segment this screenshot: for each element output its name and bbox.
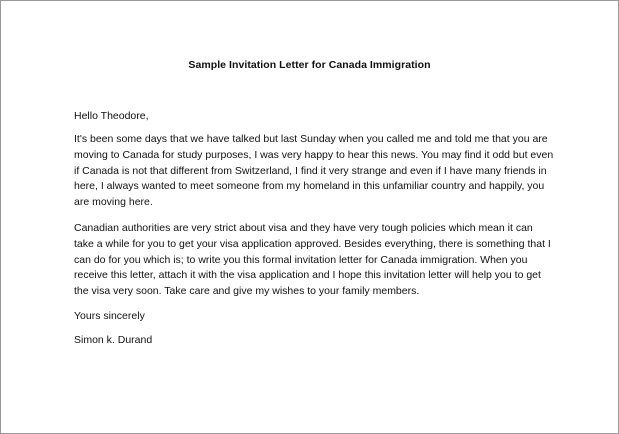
letter-title: Sample Invitation Letter for Canada Immigration — [188, 59, 431, 71]
letter-closing: Yours sincerely — [74, 310, 145, 322]
letter-greeting: Hello Theodore, — [74, 110, 149, 122]
letter-signature: Simon k. Durand — [74, 334, 153, 346]
letter-paragraph-1: It's been some days that we have talked but last Sunday when you called me and told me that you are moving to Canada for study purposes, I was very happy to hear this news. You may find it odd but even if Canada is not that different from Switzerland, I find it very strange and even if I have many friends in here, I always wanted to meet someone from my homeland in this unfamiliar country and happily, you are moving here. — [74, 133, 554, 209]
letter-paragraph-2: Canadian authorities are very strict about visa and they have very tough policies which mean it can take a while for you to get your visa application approved. Besides everything, there is something that I can do for you which is; to write you this formal invitation letter for Canada immigration. When you receive this letter, attach it with the visa application and I hope this invitation letter will help you to get the visa very soon. Take care and give my wishes to your family members. — [74, 222, 551, 298]
